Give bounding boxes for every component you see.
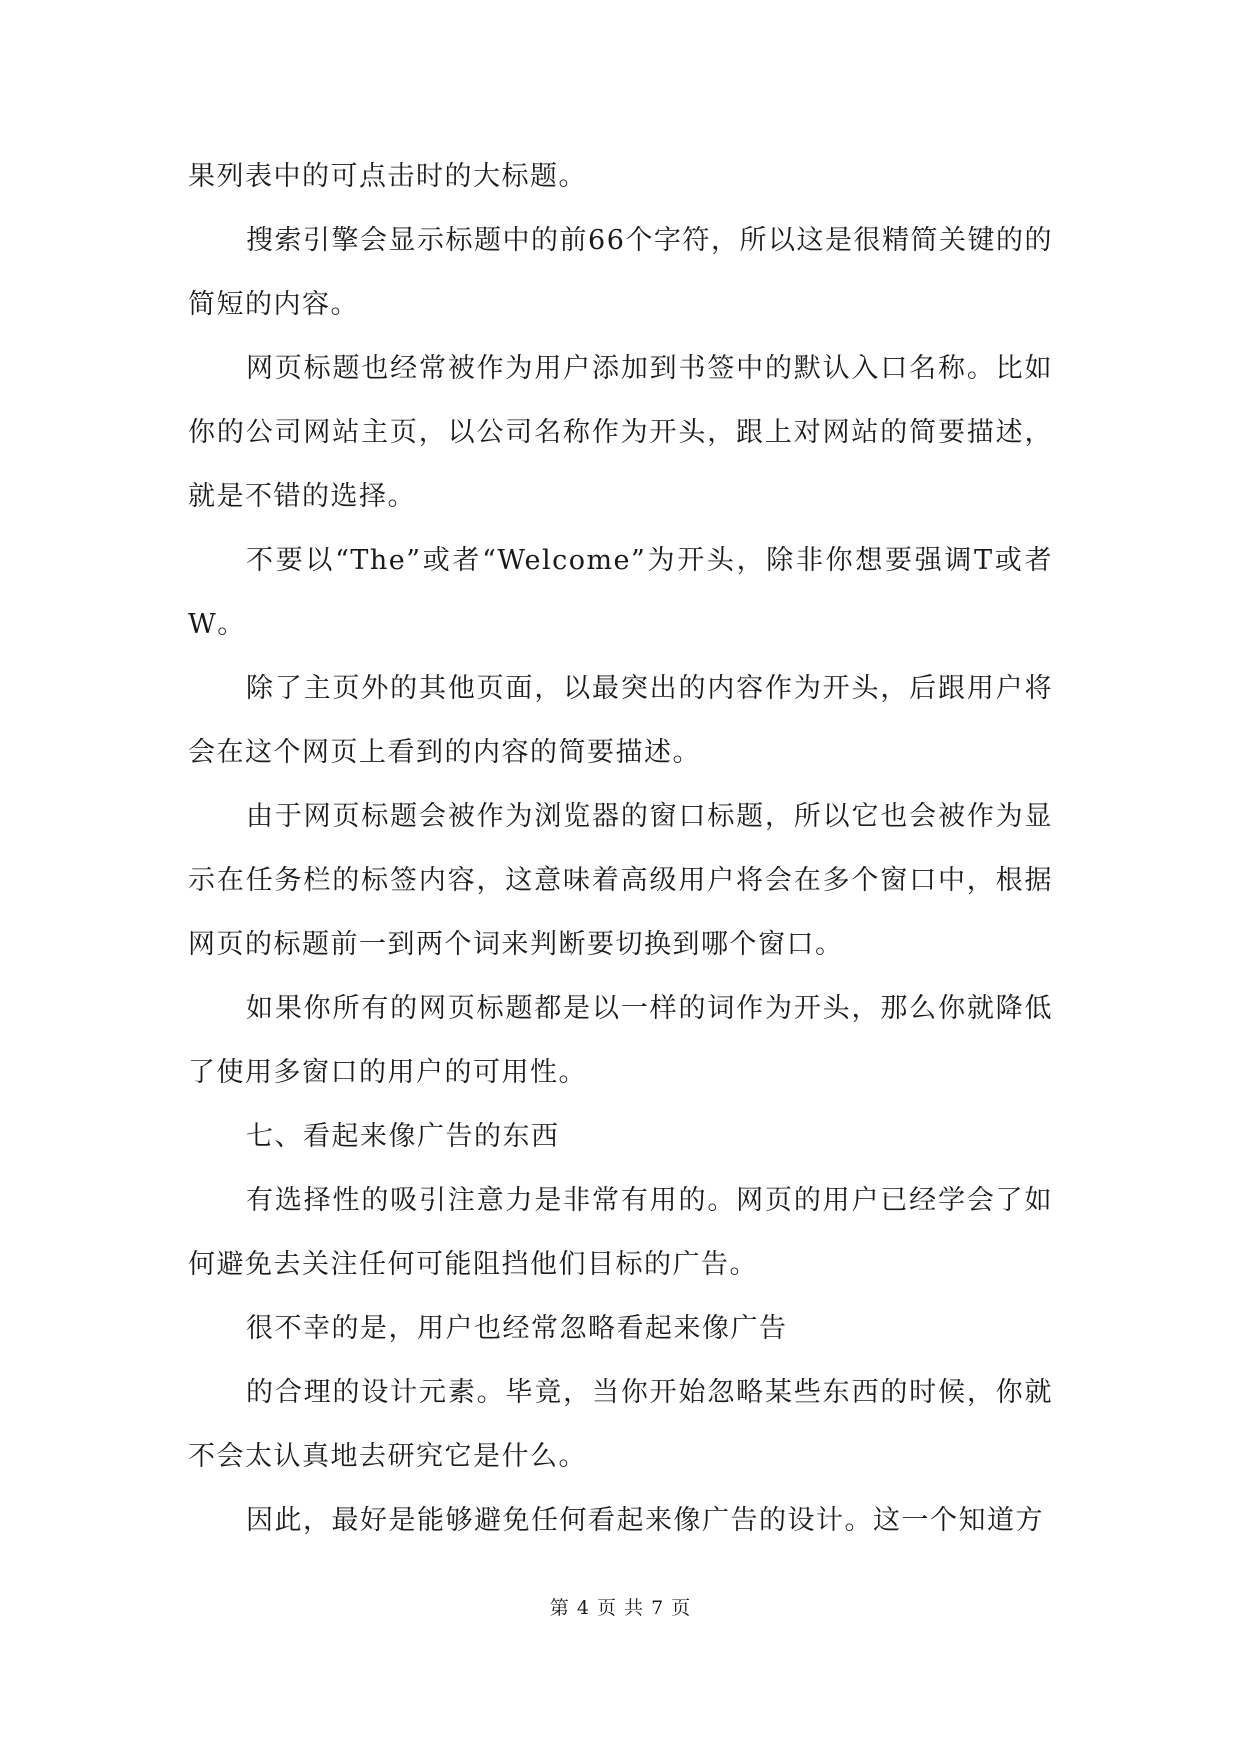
paragraph-6: 由于网页标题会被作为浏览器的窗口标题，所以它也会被作为显示在任务栏的标签内容，这意味着高级用户将会在多个窗口中，根据网页的标题前一到两个词来判断要切换到哪个窗口。 xyxy=(188,801,1053,960)
paragraph-10: 的合理的设计元素。毕竟，当你开始忽略某些东西的时候，你就不会太认真地去研究它是什么。 xyxy=(188,1377,1053,1472)
paragraph-4: 不要以“The”或者“Welcome”为开头，除非你想要强调T或者W。 xyxy=(188,545,1053,640)
paragraph-11: 因此，最好是能够避免任何看起来像广告的设计。这一个知道方 xyxy=(246,1505,1044,1536)
paragraph-8: 有选择性的吸引注意力是非常有用的。网页的用户已经学会了如何避免去关注任何可能阻挡他们目标的广告。 xyxy=(188,1185,1053,1280)
footer-middle: 页 共 xyxy=(596,1597,645,1619)
page-footer xyxy=(0,1596,1241,1620)
footer-total-pages: 7 xyxy=(651,1597,665,1619)
paragraph-2: 搜索引擎会显示标题中的前66个字符，所以这是很精简关键的的简短的内容。 xyxy=(188,225,1053,320)
paragraph-9: 很不幸的是，用户也经常忽略看起来像广告 xyxy=(246,1313,788,1344)
footer-suffix: 页 xyxy=(671,1597,692,1619)
paragraph-3: 网页标题也经常被作为用户添加到书签中的默认入口名称。比如你的公司网站主页，以公司名称作为开头，跟上对网站的简要描述，就是不错的选择。 xyxy=(188,353,1053,512)
paragraph-1: 果列表中的可点击时的大标题。 xyxy=(188,161,587,192)
paragraph-5: 除了主页外的其他页面，以最突出的内容作为开头，后跟用户将会在这个网页上看到的内容的简要描述。 xyxy=(188,673,1053,768)
footer-prefix: 第 xyxy=(549,1597,570,1619)
paragraph-7: 如果你所有的网页标题都是以一样的词作为开头，那么你就降低了使用多窗口的用户的可用性。 xyxy=(188,993,1053,1088)
footer-current-page: 4 xyxy=(576,1597,590,1619)
document-body xyxy=(188,145,1053,1553)
section-heading: 七、看起来像广告的东西 xyxy=(246,1121,560,1152)
